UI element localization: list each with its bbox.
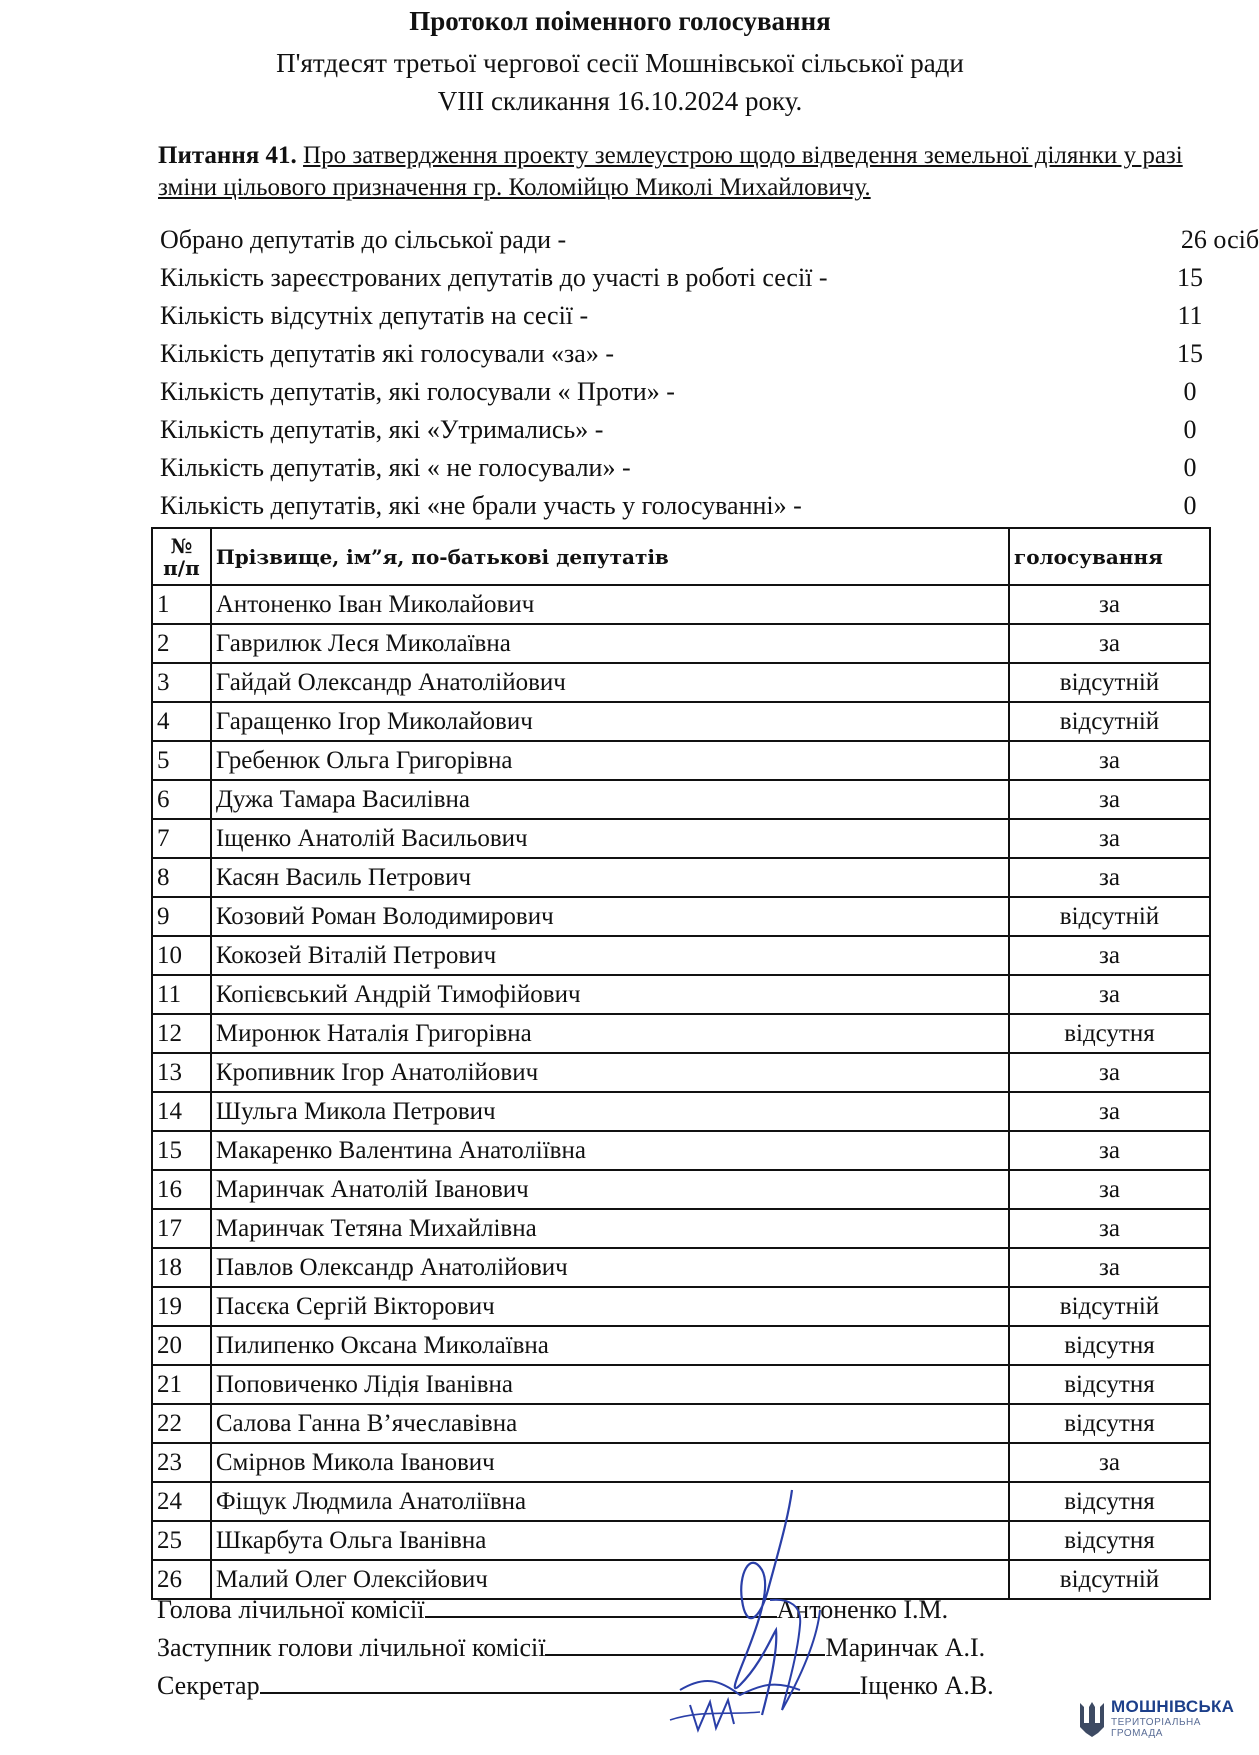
- deputy-name: Смірнов Микола Іванович: [211, 1443, 1009, 1482]
- deputy-name: Маринчак А.І.: [825, 1633, 986, 1662]
- row-number: 8: [152, 858, 211, 897]
- table-row: [152, 936, 1210, 975]
- stat-row: [160, 225, 1259, 263]
- row-number: 13: [152, 1053, 211, 1092]
- vote-result: за: [1009, 858, 1210, 897]
- vote-result: за: [1009, 936, 1210, 975]
- deputy-name: Малий Олег Олексійович: [211, 1560, 1009, 1599]
- row-number: 25: [152, 1521, 211, 1560]
- chair-signature-line: [157, 1592, 1107, 1630]
- vote-result: за: [1009, 1053, 1210, 1092]
- stat-label: Кількість депутатів, які «Утримались» -: [160, 415, 604, 444]
- vote-result: відсутній: [1009, 663, 1210, 702]
- stat-label: Кількість відсутніх депутатів на сесії -: [160, 301, 589, 330]
- table-row: [152, 1170, 1210, 1209]
- stat-row: [160, 491, 1197, 529]
- table-row: [152, 1053, 1210, 1092]
- row-number: 10: [152, 936, 211, 975]
- row-number: 23: [152, 1443, 211, 1482]
- deputy-signature-line: [157, 1630, 1107, 1668]
- table-row: [152, 819, 1210, 858]
- signatures-block: [157, 1592, 1107, 1706]
- stat-value: 0: [1183, 453, 1197, 482]
- deputy-name: Гребенюк Ольга Григорівна: [211, 741, 1009, 780]
- chair-label: Голова лічильної комісії: [157, 1595, 425, 1624]
- deputy-name: Миронюк Наталія Григорівна: [211, 1014, 1009, 1053]
- deputy-name: Антоненко Іван Миколайович: [211, 585, 1009, 624]
- deputy-name: Кропивник Ігор Анатолійович: [211, 1053, 1009, 1092]
- document-title: Протокол поіменного голосування: [409, 6, 831, 36]
- stat-row: [160, 301, 1203, 339]
- secretary-label: Секретар: [157, 1671, 260, 1700]
- roll-call-table: [151, 527, 1211, 1600]
- row-number: 6: [152, 780, 211, 819]
- stat-row: [160, 415, 1197, 453]
- table-row: [152, 1131, 1210, 1170]
- deputy-name: Копієвський Андрій Тимофійович: [211, 975, 1009, 1014]
- chair-name: Антоненко І.М.: [776, 1595, 949, 1624]
- deputy-name: Пасєка Сергій Вікторович: [211, 1287, 1009, 1326]
- deputy-name: Маринчак Анатолій Іванович: [211, 1170, 1009, 1209]
- stat-row: [160, 263, 1203, 301]
- stat-label: Кількість депутатів, які « не голосували» -: [160, 453, 631, 482]
- question-text: Про затвердження проекту землеустрою щодо відведення земельної ділянки у разі зміни цільового призначення гр. Коломійцю Миколі Михайловичу.: [158, 142, 1183, 201]
- column-header-number: № п/п: [152, 528, 211, 585]
- deputy-name: Пилипенко Оксана Миколаївна: [211, 1326, 1009, 1365]
- vote-result: за: [1009, 975, 1210, 1014]
- deputy-name: Макаренко Валентина Анатоліївна: [211, 1131, 1009, 1170]
- stat-label: Кількість зареєстрованих депутатів до участі в роботі сесії -: [160, 263, 828, 292]
- row-number: 15: [152, 1131, 211, 1170]
- table-row: [152, 1365, 1210, 1404]
- stat-row: [160, 453, 1197, 491]
- table-row: [152, 741, 1210, 780]
- vote-result: за: [1009, 1170, 1210, 1209]
- table-row: [152, 702, 1210, 741]
- vote-result: відсутня: [1009, 1365, 1210, 1404]
- vote-result: за: [1009, 1131, 1210, 1170]
- table-row: [152, 1404, 1210, 1443]
- vote-result: за: [1009, 624, 1210, 663]
- row-number: 2: [152, 624, 211, 663]
- row-number: 21: [152, 1365, 211, 1404]
- handwritten-signature: [650, 1480, 850, 1740]
- table-row: [152, 585, 1210, 624]
- row-number: 26: [152, 1560, 211, 1599]
- stat-value: 15: [1177, 339, 1203, 368]
- table-row: [152, 975, 1210, 1014]
- column-header-vote: голосування: [1009, 528, 1210, 585]
- stat-row: [160, 339, 1203, 377]
- table-header-row: [152, 528, 1210, 585]
- row-number: 12: [152, 1014, 211, 1053]
- table-row: [152, 1248, 1210, 1287]
- row-number: 20: [152, 1326, 211, 1365]
- row-number: 4: [152, 702, 211, 741]
- deputy-name: Шульга Микола Петрович: [211, 1092, 1009, 1131]
- deputy-name: Поповиченко Лідія Іванівна: [211, 1365, 1009, 1404]
- vote-result: відсутній: [1009, 897, 1210, 936]
- stat-value: 15: [1177, 263, 1203, 292]
- deputy-name: Павлов Олександр Анатолійович: [211, 1248, 1009, 1287]
- logo-subtitle-1: ТЕРИТОРІАЛЬНА: [1111, 1717, 1201, 1728]
- column-header-name: Прізвище, ім”я, по-батькові депутатів: [211, 528, 1009, 585]
- stat-label: Кількість депутатів, які «не брали участь у голосуванні» -: [160, 491, 802, 520]
- stat-value: 0: [1183, 377, 1197, 406]
- secretary-name: Іщенко А.В.: [859, 1671, 994, 1700]
- logo-title: МОШНІВСЬКА: [1111, 1697, 1235, 1716]
- secretary-signature-line: [157, 1668, 1107, 1706]
- table-row: [152, 1092, 1210, 1131]
- question-number: Питання 41.: [158, 142, 297, 169]
- vote-result: за: [1009, 1248, 1210, 1287]
- deputy-name: Дужа Тамара Василівна: [211, 780, 1009, 819]
- row-number: 9: [152, 897, 211, 936]
- vote-result: за: [1009, 741, 1210, 780]
- vote-result: відсутня: [1009, 1482, 1210, 1521]
- vote-result: за: [1009, 585, 1210, 624]
- row-number: 22: [152, 1404, 211, 1443]
- row-number: 17: [152, 1209, 211, 1248]
- table-row: [152, 780, 1210, 819]
- deputy-name: Касян Василь Петрович: [211, 858, 1009, 897]
- deputy-name: Шкарбута Ольга Іванівна: [211, 1521, 1009, 1560]
- row-number: 16: [152, 1170, 211, 1209]
- vote-result: відсутній: [1009, 1560, 1210, 1599]
- stat-value: 26 осіб: [1180, 225, 1259, 254]
- deputy-name: Гаращенко Ігор Миколайович: [211, 702, 1009, 741]
- community-logo: [1075, 1695, 1235, 1751]
- vote-result: відсутня: [1009, 1404, 1210, 1443]
- trident-emblem-icon: [1077, 1699, 1107, 1739]
- table-row: [152, 1326, 1210, 1365]
- logo-subtitle-2: ГРОМАДА: [1111, 1728, 1163, 1739]
- row-number: 3: [152, 663, 211, 702]
- row-number: 24: [152, 1482, 211, 1521]
- table-row: [152, 663, 1210, 702]
- vote-result: за: [1009, 780, 1210, 819]
- vote-result: відсутній: [1009, 702, 1210, 741]
- stat-label: Обрано депутатів до сільської ради -: [160, 225, 567, 254]
- table-row: [152, 858, 1210, 897]
- row-number: 11: [152, 975, 211, 1014]
- table-row: [152, 897, 1210, 936]
- stat-value: 0: [1183, 491, 1197, 520]
- row-number: 18: [152, 1248, 211, 1287]
- stat-value: 0: [1183, 415, 1197, 444]
- deputy-name: Салова Ганна В’ячеславівна: [211, 1404, 1009, 1443]
- row-number: 5: [152, 741, 211, 780]
- vote-result: відсутня: [1009, 1326, 1210, 1365]
- stat-label: Кількість депутатів, які голосували « Проти» -: [160, 377, 675, 406]
- deputy-name: Гаврилюк Леся Миколаївна: [211, 624, 1009, 663]
- row-number: 7: [152, 819, 211, 858]
- deputy-name: Маринчак Тетяна Михайлівна: [211, 1209, 1009, 1248]
- table-row: [152, 1209, 1210, 1248]
- row-number: 19: [152, 1287, 211, 1326]
- row-number: 14: [152, 1092, 211, 1131]
- deputy-name: Іщенко Анатолій Васильович: [211, 819, 1009, 858]
- vote-result: відсутня: [1009, 1014, 1210, 1053]
- deputy-name: Гайдай Олександр Анатолійович: [211, 663, 1009, 702]
- vote-result: за: [1009, 1209, 1210, 1248]
- vote-result: за: [1009, 1092, 1210, 1131]
- session-line: П'ятдесят третьої чергової сесії Мошнівської сільської ради: [276, 48, 964, 78]
- deputy-label: Заступник голови лічильної комісії: [157, 1633, 546, 1662]
- vote-summary: [160, 225, 1259, 529]
- row-number: 1: [152, 585, 211, 624]
- deputy-name: Фіщук Людмила Анатоліївна: [211, 1482, 1009, 1521]
- question-block: [158, 140, 1218, 204]
- stat-value: 11: [1177, 301, 1203, 330]
- table-row: [152, 624, 1210, 663]
- table-row: [152, 1287, 1210, 1326]
- stat-label: Кількість депутатів які голосували «за» -: [160, 339, 614, 368]
- vote-result: відсутній: [1009, 1287, 1210, 1326]
- vote-result: відсутня: [1009, 1521, 1210, 1560]
- deputy-name: Козовий Роман Володимирович: [211, 897, 1009, 936]
- table-row: [152, 1443, 1210, 1482]
- stat-row: [160, 377, 1197, 415]
- vote-result: за: [1009, 1443, 1210, 1482]
- vote-result: за: [1009, 819, 1210, 858]
- convocation-date-line: VIII скликання 16.10.2024 року.: [437, 86, 803, 116]
- table-row: [152, 1014, 1210, 1053]
- deputy-name: Кокозей Віталій Петрович: [211, 936, 1009, 975]
